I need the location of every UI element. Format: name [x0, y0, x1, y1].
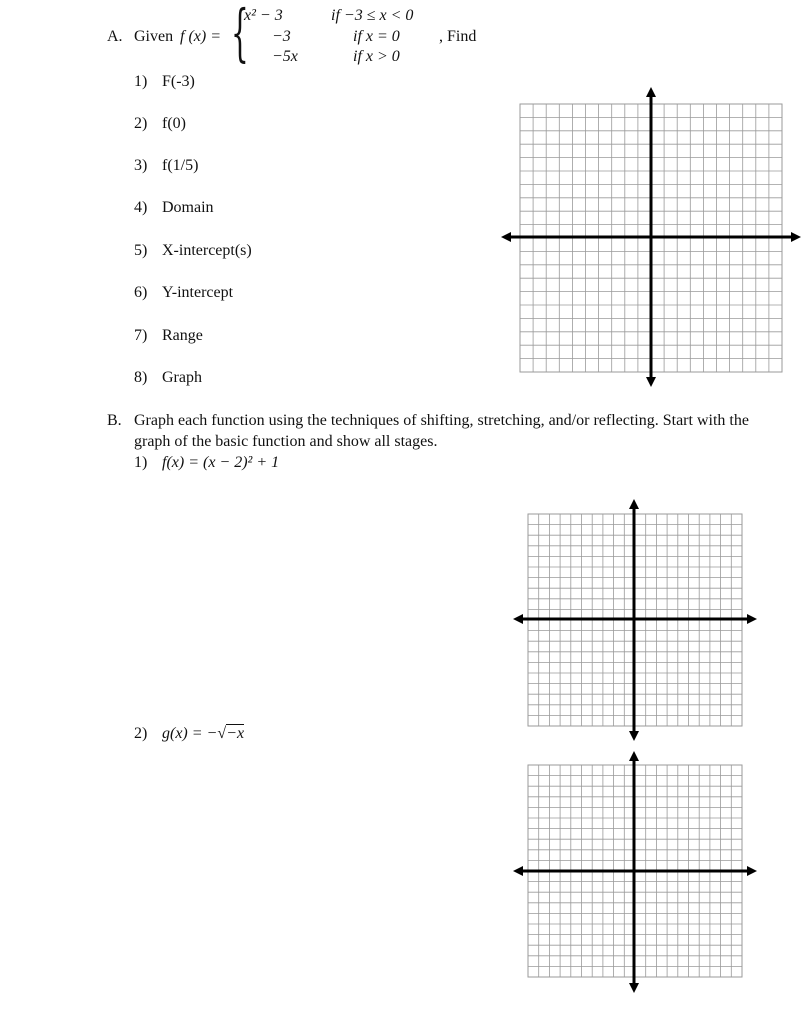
item-a4-num: 4)	[134, 199, 148, 216]
x-axis-arrow-left-icon	[501, 232, 511, 242]
item-a1-text: F(-3)	[162, 73, 195, 90]
case-3-expr: −5x	[272, 48, 298, 65]
item-a5-num: 5)	[134, 242, 148, 259]
case-2-expr: −3	[272, 28, 291, 45]
item-a2-text: f(0)	[162, 115, 186, 132]
item-a3-text: f(1/5)	[162, 157, 199, 174]
piecewise-brace: {	[231, 0, 249, 69]
part-a-label: A.	[107, 28, 123, 45]
item-b1-function: f(x) = (x − 2)² + 1	[162, 454, 280, 471]
case-2-cond: if x = 0	[353, 28, 400, 45]
case-1-expr: x² − 3	[244, 7, 283, 24]
item-a5-text: X-intercept(s)	[162, 242, 252, 259]
sqrt-symbol: √	[217, 725, 227, 742]
item-a7-num: 7)	[134, 327, 148, 344]
item-a7-text: Range	[162, 327, 203, 344]
x-axis-arrow-left-icon	[513, 614, 523, 624]
y-axis-arrow-down-icon	[629, 731, 639, 741]
part-b-label: B.	[107, 412, 122, 429]
y-axis-arrow-down-icon	[629, 983, 639, 993]
case-1-cond: if −3 ≤ x < 0	[331, 7, 414, 24]
find-label: , Find	[439, 28, 477, 45]
y-axis-arrow-up-icon	[646, 87, 656, 97]
part-a-given: Given	[134, 28, 174, 45]
item-a4-text: Domain	[162, 199, 214, 216]
part-b-instructions-line1: Graph each function using the techniques of shifting, stretching, and/or reflecting. Start with the	[134, 412, 749, 429]
item-a3-num: 3)	[134, 157, 148, 174]
item-b2-radicand: −x	[226, 725, 245, 742]
item-b2-num: 2)	[134, 725, 148, 742]
part-b-instructions-line2: graph of the basic function and show all stages.	[134, 433, 438, 450]
item-b1-num: 1)	[134, 454, 148, 471]
item-a6-num: 6)	[134, 284, 148, 301]
y-axis-arrow-up-icon	[629, 751, 639, 761]
coordinate-grid-a[interactable]	[500, 86, 801, 388]
item-a8-text: Graph	[162, 369, 202, 386]
item-a2-num: 2)	[134, 115, 148, 132]
y-axis-arrow-down-icon	[646, 377, 656, 387]
item-a1-num: 1)	[134, 73, 148, 90]
x-axis-arrow-right-icon	[747, 614, 757, 624]
coordinate-grid-b1[interactable]	[512, 498, 758, 742]
coordinate-grid-b2[interactable]	[512, 750, 758, 994]
item-b2-function	[162, 724, 244, 744]
part-a-fx: f (x) =	[180, 28, 221, 45]
item-b2-lhs: g(x) = −	[162, 725, 218, 742]
x-axis-arrow-right-icon	[747, 866, 757, 876]
y-axis-arrow-up-icon	[629, 499, 639, 509]
item-a8-num: 8)	[134, 369, 148, 386]
case-3-cond: if x > 0	[353, 48, 400, 65]
x-axis-arrow-right-icon	[791, 232, 801, 242]
item-a6-text: Y-intercept	[162, 284, 234, 301]
x-axis-arrow-left-icon	[513, 866, 523, 876]
